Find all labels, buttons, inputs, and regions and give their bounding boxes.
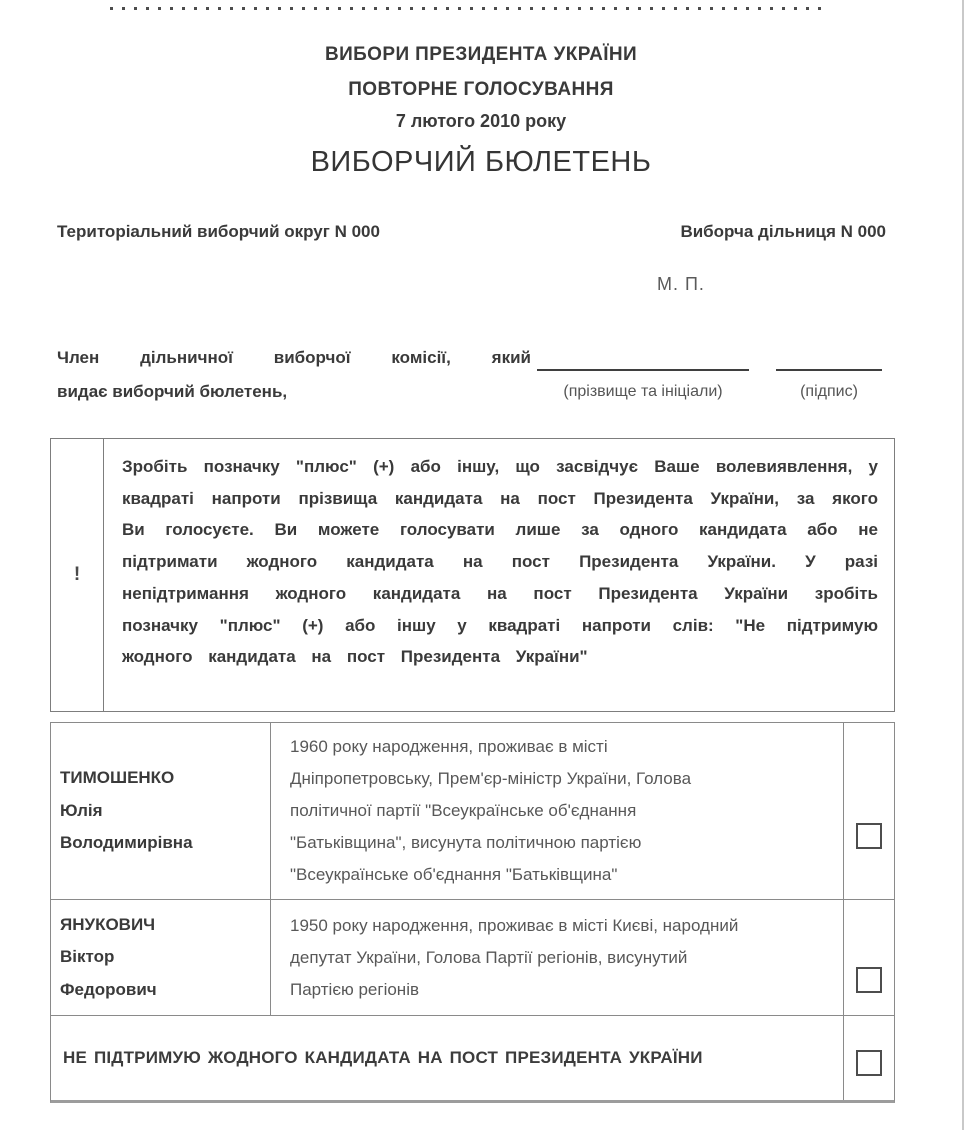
district-row xyxy=(57,222,886,242)
vote-checkbox-tymoshenko[interactable] xyxy=(856,823,882,849)
candidates-table xyxy=(50,722,895,1103)
instruction-text: Зробіть позначку "плюс" (+) або іншу, що засвідчує Ваше волевиявлення, у квадраті напроти прізвища кандидата на пост Президента України, за якого Ви голосуєте. Ви можете голосувати лише за одного кандидата або не підтримати жодного кандидата на пост Президента України. У разі непідтримання жодного кандидата на пост Президента України зробіть позначку "плюс" (+) або іншу у квадраті напроти слів: "Не підтримую жодного кандидата на пост Президента України" xyxy=(122,457,878,667)
issuer-signature-blank-field[interactable] xyxy=(776,369,882,371)
election-title: ВИБОРИ ПРЕЗИДЕНТА УКРАЇНИ xyxy=(324,44,638,65)
ballot-title: ВИБОРЧИЙ БЮЛЕТЕНЬ xyxy=(310,146,652,178)
vote-checkbox-cell xyxy=(843,723,894,899)
vote-checkbox-cell xyxy=(843,1016,894,1100)
candidate-description: 1950 року народження, проживає в місті Києві, народний депутат України, Голова Партії регіонів, висунутий Партією регіонів xyxy=(290,915,739,999)
round-subtitle: ПОВТОРНЕ ГОЛОСУВАННЯ xyxy=(348,79,614,100)
name-caption: (прізвище та ініціали) xyxy=(563,383,723,400)
candidate-description: 1960 року народження, проживає в місті Дніпропетровську, Прем'єр-міністр України, Голова політичної партії "Всеукраїнське об'єднання "Батьківщина", висунута політичною партією "Всеукраїнське об'єднання "Батьківщина" xyxy=(290,737,692,884)
stamp-placeholder: М. П. xyxy=(657,274,705,294)
tear-off-dotted-line xyxy=(110,7,826,10)
candidate-row-yanukovych xyxy=(51,900,894,1016)
exclamation-mark: ! xyxy=(51,439,104,711)
candidate-row-tymoshenko xyxy=(51,723,894,900)
signature-caption: (підпис) xyxy=(800,383,858,400)
candidate-name xyxy=(51,900,271,1015)
vote-checkbox-cell xyxy=(843,900,894,1015)
page-edge-line xyxy=(962,0,964,1130)
instruction-box xyxy=(50,438,895,712)
vote-checkbox-against-all[interactable] xyxy=(856,1050,882,1076)
candidate-patronymic: Федорович xyxy=(60,979,157,999)
candidate-surname: ТИМОШЕНКО xyxy=(60,768,175,788)
territorial-district-label: Територіальний виборчий округ N 000 xyxy=(57,222,380,241)
polling-station-label: Виборча дільниця N 000 xyxy=(680,222,886,241)
issuer-text-line1: Член дільничної виборчої комісії, який xyxy=(57,348,531,367)
candidate-patronymic: Володимирівна xyxy=(60,833,193,853)
against-all-label: НЕ ПІДТРИМУЮ ЖОДНОГО КАНДИДАТА НА ПОСТ ПРЕЗИДЕНТА УКРАЇНИ xyxy=(63,1048,703,1067)
candidate-firstname: Юлія xyxy=(60,800,103,820)
candidate-firstname: Віктор xyxy=(60,947,115,967)
issuer-text-line2: видає виборчий бюлетень, xyxy=(57,382,288,401)
vote-checkbox-yanukovych[interactable] xyxy=(856,967,882,993)
candidate-name xyxy=(51,723,271,899)
issuer-name-blank-field[interactable] xyxy=(537,369,749,371)
candidate-surname: ЯНУКОВИЧ xyxy=(60,914,156,934)
election-date: 7 лютого 2010 року xyxy=(395,111,567,131)
against-all-row xyxy=(51,1016,894,1100)
